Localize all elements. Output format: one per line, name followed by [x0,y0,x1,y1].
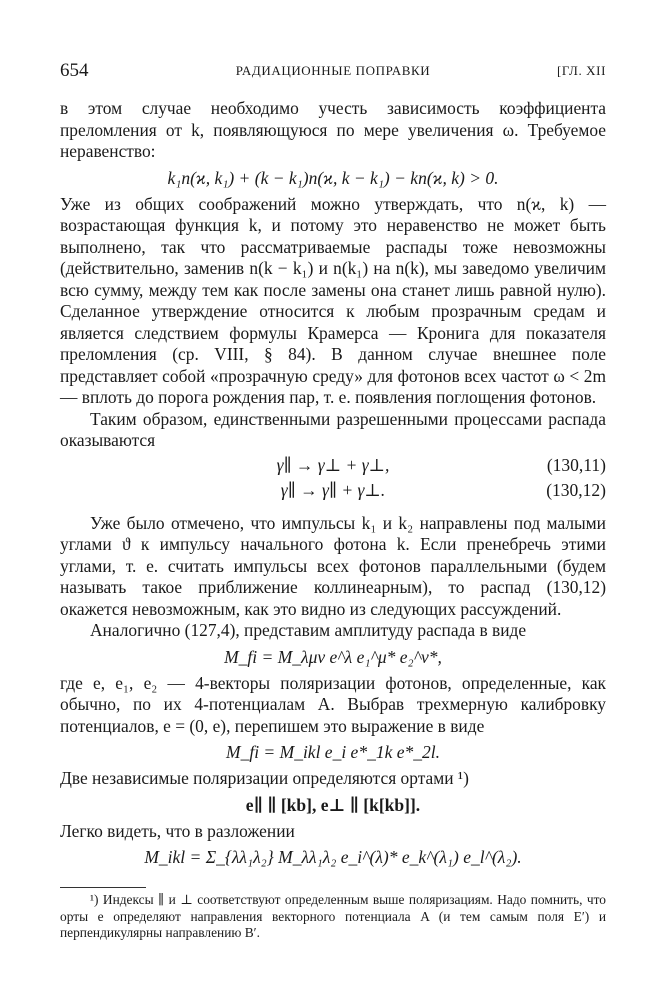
paragraph-2: Уже из общих соображений можно утверждать, что n(ϰ, k) — возрастающая функция k, и потому это неравенство не может быть выполнено, так что рассматриваемые распады тоже невозможны (действительно, заменив n(k − k₁) и n(k₁) на n(k), мы заведомо увеличим всю сумму, между тем как после замены она станет лишь равной нулю). Сделанное утверждение относится к любым прозрачным средам и является следствием формулы Крамерса — Кронига для показателя преломления (ср. VIII, § 84). В данном случае внешнее поле представляет собой «прозрачную среду» для фотонов всех частот ω < 2m — вплоть до порога рождения пар, т. е. появления поглощения фотонов. [60,193,606,407]
paragraph-4: Уже было отмечено, что импульсы k₁ и k₂ направлены под малыми углами ϑ к импульсу начального фотона k. Если пренебречь этими углами, т. е. считать импульсы всех фотонов параллельными (будем называть такое приближение коллинеарным), то распад (130,12) окажется невозможным, как это видно из следующих рассуждений. [60,512,606,619]
equation-amplitude-4d-text: M_fi = M_λμν e^λ e₁^μ* e₂^ν*, [224,646,442,667]
running-title: РАДИАЦИОННЫЕ ПОПРАВКИ [235,63,431,78]
footnote: ¹) Индексы ∥ и ⊥ соответствуют определенным выше поляризациям. Надо помнить, что орты e определяют направления векторного потенциала A (и тем самым поля E′) и перпендикулярны направлению B′. [60,892,606,940]
equation-amplitude-3d [60,740,606,764]
equation-orts-text: e∥ ∥ [kb], e⊥ ∥ [k[kb]]. [245,794,421,815]
equation-130-11-text: γ∥ → γ⊥ + γ⊥, [276,454,390,475]
equation-130-12-text: γ∥ → γ∥ + γ⊥. [280,479,386,500]
page-number: 654 [60,60,89,81]
equation-number-130-11: (130,11) [546,454,606,475]
paragraph-3: Таким образом, единственными разрешенными процессами распада оказываются [60,408,606,450]
chapter-label: [ГЛ. XII [556,63,606,78]
equation-130-12 [60,478,606,502]
paragraph-6: где e, e₁, e₂ — 4-векторы поляризации фотонов, определенные, как обычно, по их 4-потенциалам A. Выбрав трехмерную калибровку потенциалов, e = (0, e), перепишем это выражение в виде [60,672,606,736]
page-header [60,60,606,84]
equation-amplitude-3d-text: M_fi = M_ikl e_i e*_1k e*_2l. [226,742,440,762]
equation-expansion [60,845,606,869]
equation-number-130-12: (130,12) [546,479,606,500]
spacer [60,503,606,513]
page-body [60,98,606,942]
equation-inequality-text: k₁n(ϰ, k₁) + (k − k₁)n(ϰ, k − k₁) − kn(ϰ, k) > 0. [167,167,499,188]
paragraph-8: Легко видеть, что в разложении [60,820,295,841]
paragraph-1: в этом случае необходимо учесть зависимость коэффициента преломления от k, появляющуюся по мере увеличения ω. Требуемое неравенство: [60,98,606,161]
paragraph-5: Аналогично (127,4), представим амплитуду распада в виде [90,620,527,640]
equation-amplitude-4d [60,645,606,669]
equation-130-11 [60,453,606,477]
footnote-divider [60,887,146,888]
equation-expansion-text: M_ikl = Σ_{λλ₁λ₂} M_λλ₁λ₂ e_i^(λ)* e_k^(λ₁) e_l^(λ₂). [144,847,522,867]
equation-orts [60,793,606,817]
equation-inequality [60,166,606,190]
paragraph-7: Две независимые поляризации определяются ортами ¹) [60,768,469,788]
